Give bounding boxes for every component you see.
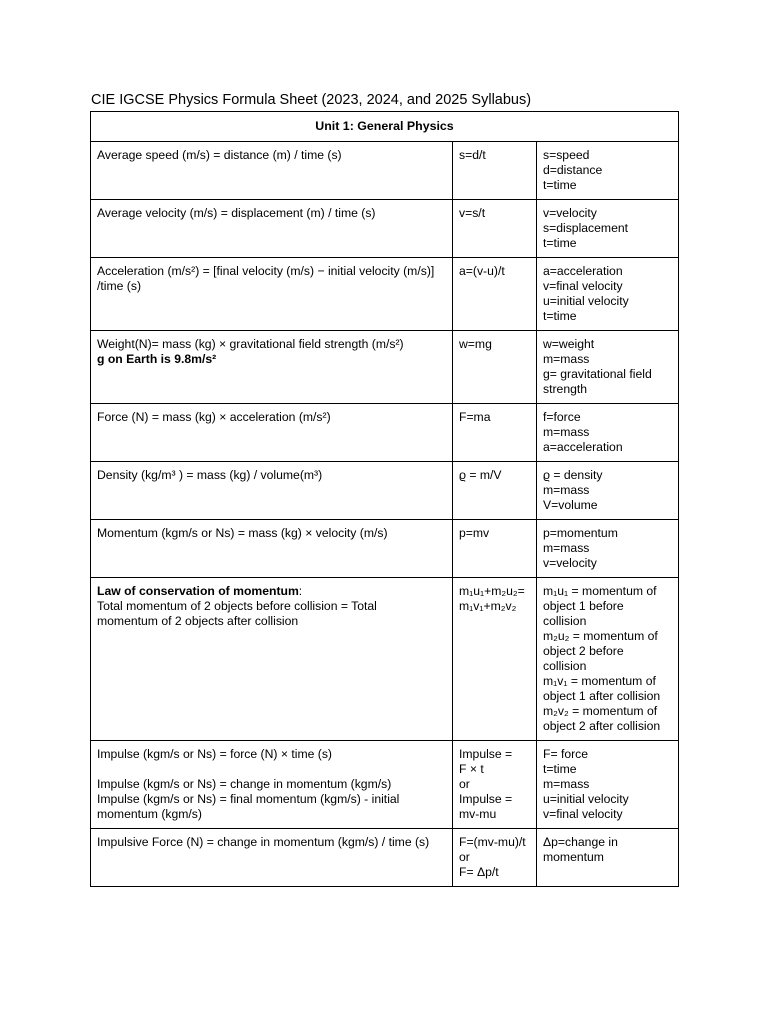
symbol-line: v=final velocity (543, 807, 623, 821)
formula-line: p=mv (459, 526, 490, 540)
symbol-line: t=time (543, 762, 577, 776)
formula-line: F=(mv-mu)/t (459, 835, 526, 849)
formula-line: m₁u₁+m₂u₂= (459, 584, 525, 598)
formula-row (91, 462, 679, 520)
formula-line: w=mg (459, 337, 492, 351)
formula-cell (453, 462, 537, 520)
symbol-line: s=speed (543, 148, 590, 162)
formula-row (91, 142, 679, 200)
description-line: momentum of 2 objects after collision (97, 614, 299, 628)
symbol-line: ϱ = density (543, 468, 603, 482)
symbol-line: object 2 before (543, 644, 624, 658)
formula-line: Impulse = (459, 792, 513, 806)
formula-row (91, 520, 679, 578)
description-line: /time (s) (97, 279, 142, 293)
formula-line: m₁v₁+m₂v₂ (459, 599, 517, 613)
symbol-line: collision (543, 659, 587, 673)
symbol-line: v=final velocity (543, 279, 623, 293)
symbol-line: V=volume (543, 498, 598, 512)
description-line: Average speed (m/s) = distance (m) / time (s) (97, 148, 342, 162)
law-heading (97, 584, 447, 599)
symbol-line: momentum (543, 850, 604, 864)
symbols-cell (537, 578, 679, 741)
formula-row (91, 829, 679, 887)
symbol-line: w=weight (543, 337, 595, 351)
description-line: Force (N) = mass (kg) × acceleration (m/s²) (97, 410, 331, 424)
symbol-line: m=mass (543, 483, 590, 497)
formula-cell (453, 404, 537, 462)
formula-row (91, 258, 679, 331)
symbol-line: u=initial velocity (543, 294, 629, 308)
formula-cell (453, 741, 537, 829)
symbols-cell (537, 462, 679, 520)
formula-line: or (459, 777, 470, 791)
description-line: Average velocity (m/s) = displacement (m) / time (s) (97, 206, 376, 220)
symbol-line: p=momentum (543, 526, 618, 540)
symbol-line: m=mass (543, 777, 590, 791)
description-cell (91, 829, 453, 887)
description-line: Momentum (kgm/s or Ns) = mass (kg) × velocity (m/s) (97, 526, 388, 540)
formula-cell (453, 331, 537, 404)
symbol-line: v=velocity (543, 206, 597, 220)
formula-line: F × t (459, 762, 484, 776)
symbol-line: strength (543, 382, 588, 396)
symbol-line: Δp=change in (543, 835, 618, 849)
symbol-line: u=initial velocity (543, 792, 629, 806)
formula-line: F= Δp/t (459, 865, 499, 879)
formula-row (91, 331, 679, 404)
symbol-line: t=time (543, 178, 577, 192)
description-line: Weight(N)= mass (kg) × gravitational field strength (m/s²) (97, 337, 404, 351)
symbol-line: m₁v₁ = momentum of (543, 674, 656, 688)
formula-row (91, 741, 679, 829)
symbol-line: m₂v₂ = momentum of (543, 704, 658, 718)
description-cell (91, 142, 453, 200)
symbol-line: object 2 after collision (543, 719, 661, 733)
symbol-line: s=displacement (543, 221, 629, 235)
formula-line: ϱ = m/V (459, 468, 502, 482)
description-line: Acceleration (m/s²) = [final velocity (m/s) − initial velocity (m/s)] (97, 264, 435, 278)
formula-cell (453, 258, 537, 331)
description-cell (91, 404, 453, 462)
description-cell (91, 462, 453, 520)
law-heading-colon: : (298, 584, 303, 598)
formula-rows (91, 142, 679, 887)
formula-row (91, 200, 679, 258)
formula-line: mv-mu (459, 807, 497, 821)
description-cell (91, 331, 453, 404)
symbols-cell (537, 258, 679, 331)
symbol-line: m₂u₂ = momentum of (543, 629, 658, 643)
formula-cell (453, 520, 537, 578)
symbols-cell (537, 404, 679, 462)
formula-cell (453, 829, 537, 887)
symbol-line: a=acceleration (543, 264, 623, 278)
symbol-line: g= gravitational field (543, 367, 652, 381)
symbol-line: m₁u₁ = momentum of (543, 584, 657, 598)
symbol-line: collision (543, 614, 587, 628)
formula-row (91, 578, 679, 741)
symbol-line: m=mass (543, 425, 590, 439)
formula-row (91, 404, 679, 462)
symbol-line: m=mass (543, 352, 590, 366)
description-line: Impulsive Force (N) = change in momentum (kgm/s) / time (s) (97, 835, 430, 849)
formula-line: a=(v-u)/t (459, 264, 505, 278)
description-line: momentum (kgm/s) (97, 807, 202, 821)
symbol-line: a=acceleration (543, 440, 623, 454)
description-line: Impulse (kgm/s or Ns) = change in momentum (kgm/s) (97, 777, 392, 791)
symbol-line: F= force (543, 747, 589, 761)
description-line: Total momentum of 2 objects before collision = Total (97, 599, 377, 613)
symbols-cell (537, 520, 679, 578)
formula-line: or (459, 850, 470, 864)
description-line: Impulse (kgm/s or Ns) = final momentum (kgm/s) - initial (97, 792, 400, 806)
description-cell (91, 520, 453, 578)
symbol-line: object 1 after collision (543, 689, 661, 703)
formula-cell (453, 578, 537, 741)
formula-line: F=ma (459, 410, 491, 424)
symbols-cell (537, 741, 679, 829)
symbol-line: t=time (543, 309, 577, 323)
description-cell (91, 200, 453, 258)
symbols-cell (537, 331, 679, 404)
formula-line: v=s/t (459, 206, 486, 220)
unit-heading: Unit 1: General Physics (91, 112, 679, 142)
description-cell (91, 578, 453, 741)
symbol-line: object 1 before (543, 599, 624, 613)
line-gap (97, 762, 447, 777)
symbol-line: d=distance (543, 163, 603, 177)
formula-table (90, 111, 679, 887)
formula-line: s=d/t (459, 148, 486, 162)
formula-cell (453, 142, 537, 200)
symbol-line: f=force (543, 410, 581, 424)
symbols-cell (537, 200, 679, 258)
formula-line: Impulse = (459, 747, 513, 761)
description-cell (91, 258, 453, 331)
symbol-line: m=mass (543, 541, 590, 555)
description-cell (91, 741, 453, 829)
symbols-cell (537, 829, 679, 887)
description-line: Impulse (kgm/s or Ns) = force (N) × time (s) (97, 747, 332, 761)
description-line: Density (kg/m³ ) = mass (kg) / volume(m³) (97, 468, 323, 482)
symbol-line: t=time (543, 236, 577, 250)
symbol-line: v=velocity (543, 556, 597, 570)
formula-cell (453, 200, 537, 258)
document-title: CIE IGCSE Physics Formula Sheet (2023, 2024, and 2025 Syllabus) (91, 92, 532, 108)
description-note: g on Earth is 9.8m/s² (97, 352, 217, 366)
symbols-cell (537, 142, 679, 200)
law-heading-text: Law of conservation of momentum (97, 584, 299, 598)
